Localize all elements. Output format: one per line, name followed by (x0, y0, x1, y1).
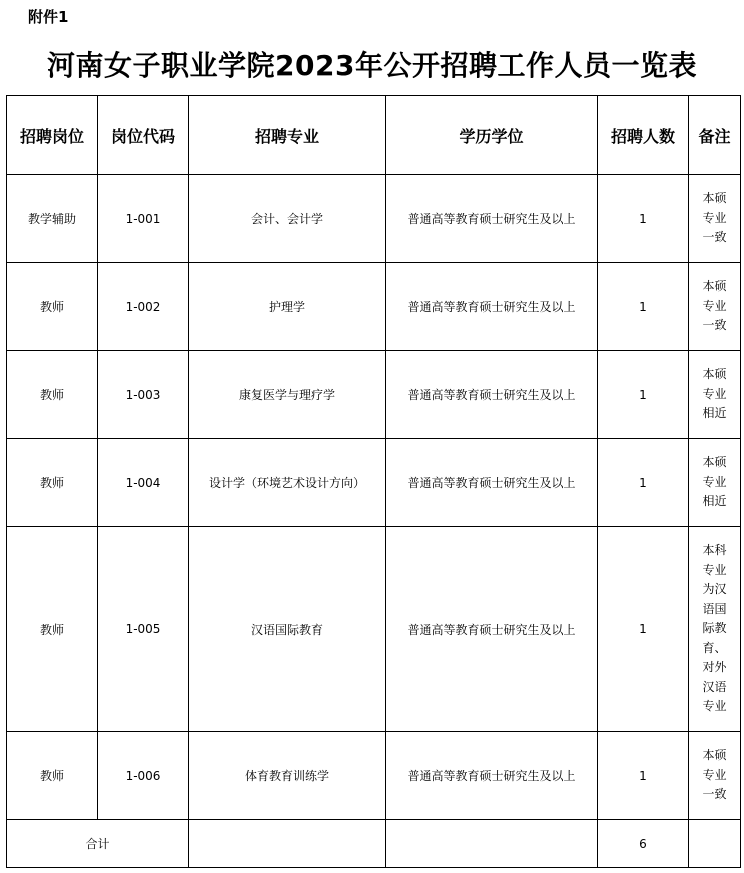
table-header-row (7, 96, 741, 175)
cell-position: 教学辅助 (7, 175, 98, 263)
cell-note (689, 175, 741, 263)
cell-major: 康复医学与理疗学 (189, 351, 386, 439)
note-text: 本科专业为汉语国际教育、对外汉语专业 (702, 543, 727, 714)
header-code: 岗位代码 (98, 96, 189, 175)
cell-code: 1-004 (98, 439, 189, 527)
cell-count: 1 (598, 175, 689, 263)
table-row (7, 439, 741, 527)
cell-degree: 普通高等教育硕士研究生及以上 (386, 351, 598, 439)
cell-code: 1-006 (98, 732, 189, 820)
cell-major: 汉语国际教育 (189, 527, 386, 732)
attachment-label: 附件1 (28, 8, 69, 26)
header-major: 招聘专业 (189, 96, 386, 175)
cell-position: 教师 (7, 527, 98, 732)
header-position: 招聘岗位 (7, 96, 98, 175)
cell-degree: 普通高等教育硕士研究生及以上 (386, 175, 598, 263)
recruitment-table (6, 95, 741, 868)
total-empty-degree (386, 820, 598, 868)
cell-position: 教师 (7, 439, 98, 527)
cell-major: 会计、会计学 (189, 175, 386, 263)
table-total-row (7, 820, 741, 868)
cell-count: 1 (598, 263, 689, 351)
cell-note (689, 527, 741, 732)
page-title: 河南女子职业学院2023年公开招聘工作人员一览表 (47, 49, 697, 82)
total-count: 6 (598, 820, 689, 868)
cell-position: 教师 (7, 351, 98, 439)
note-text: 本硕专业相近 (702, 367, 727, 421)
cell-count: 1 (598, 732, 689, 820)
cell-note (689, 439, 741, 527)
header-note: 备注 (689, 96, 741, 175)
cell-major: 设计学（环境艺术设计方向） (189, 439, 386, 527)
cell-count: 1 (598, 351, 689, 439)
note-text: 本硕专业一致 (702, 748, 727, 802)
table-row (7, 527, 741, 732)
cell-code: 1-003 (98, 351, 189, 439)
cell-note (689, 263, 741, 351)
cell-degree: 普通高等教育硕士研究生及以上 (386, 439, 598, 527)
cell-degree: 普通高等教育硕士研究生及以上 (386, 527, 598, 732)
note-text: 本硕专业相近 (702, 455, 727, 509)
table-row (7, 175, 741, 263)
cell-degree: 普通高等教育硕士研究生及以上 (386, 263, 598, 351)
cell-code: 1-001 (98, 175, 189, 263)
cell-note (689, 351, 741, 439)
table-row (7, 732, 741, 820)
cell-position: 教师 (7, 263, 98, 351)
table-row (7, 351, 741, 439)
cell-position: 教师 (7, 732, 98, 820)
cell-major: 体育教育训练学 (189, 732, 386, 820)
total-empty-major (189, 820, 386, 868)
cell-major: 护理学 (189, 263, 386, 351)
table-row (7, 263, 741, 351)
cell-count: 1 (598, 439, 689, 527)
cell-count: 1 (598, 527, 689, 732)
total-empty-note (689, 820, 741, 868)
total-label: 合计 (7, 820, 189, 868)
cell-note (689, 732, 741, 820)
cell-code: 1-005 (98, 527, 189, 732)
header-count: 招聘人数 (598, 96, 689, 175)
header-degree: 学历学位 (386, 96, 598, 175)
cell-code: 1-002 (98, 263, 189, 351)
note-text: 本硕专业一致 (702, 279, 727, 333)
note-text: 本硕专业一致 (702, 191, 727, 245)
cell-degree: 普通高等教育硕士研究生及以上 (386, 732, 598, 820)
